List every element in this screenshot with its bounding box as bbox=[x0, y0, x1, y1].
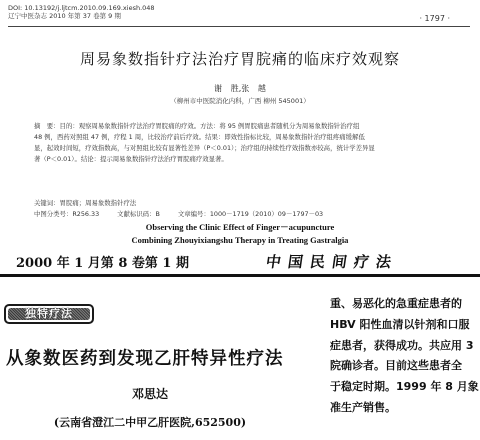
issue-banner bbox=[0, 246, 480, 290]
article-number: 文章编号：1000－1719（2010）09－1797－03 bbox=[177, 210, 324, 218]
issue-date: 2000 年 1 月第 8 卷第 1 期 bbox=[16, 256, 189, 271]
abstract-line: 摘 要：目的：观察周易象数指针疗法治疗胃脘痛的疗效。方法：将 95 例胃脘痛患者随机分为周易象数指针治疗组 bbox=[34, 122, 360, 130]
article-affiliation: （柳州市中医院消化内科，广西 柳州 545001） bbox=[170, 97, 310, 105]
en-title-line: Combining Zhouyixiangshu Therapy in Treating Gastralgia bbox=[131, 235, 349, 245]
body-line: 准生产销售。 bbox=[330, 400, 396, 414]
author-part: 越 bbox=[257, 84, 266, 93]
body-text-column bbox=[330, 294, 480, 440]
column-tag bbox=[4, 304, 94, 324]
doc-code: 文献标识码：B bbox=[117, 210, 160, 218]
journal-header bbox=[8, 4, 155, 20]
article-title-en bbox=[0, 221, 480, 247]
article-abstract bbox=[34, 121, 454, 165]
newspaper-masthead: 中国民间疗法 bbox=[264, 253, 400, 271]
page-number: · 1797 · bbox=[419, 14, 450, 23]
keywords: 关键词：胃脘痛；周易象数指针疗法 bbox=[34, 199, 137, 207]
body-line: 于稳定时期。1999 年 8 月象 bbox=[330, 380, 479, 394]
body-line: 重、易恶化的急重症患者的 bbox=[330, 297, 462, 310]
abstract-line: 显，起效时间短，疗效指数高，与对照组比较有显著性差异（P＜0.01）；治疗组的持续性疗效指数亦较高，统计学差异显 bbox=[34, 144, 375, 152]
header-divider bbox=[8, 26, 470, 27]
body-line: 院确诊者。目前这些患者全 bbox=[330, 359, 462, 373]
abstract-line: 48 例，西药对照组 47 例，疗程 1 周，比较治疗前后疗效。结果：即效性指标比较，周易象数指针治疗组疼痛缓解低 bbox=[34, 133, 365, 141]
column-tag-label: 独特疗法 bbox=[25, 307, 73, 320]
article-title-cn: 周易象数指针疗法治疗胃脘痛的临床疗效观察 bbox=[79, 50, 400, 68]
news-article-affiliation: (云南省澄江二中甲乙肝医院,652500) bbox=[53, 416, 247, 429]
body-line: HBV 阳性血清以针剂和口服 bbox=[330, 317, 470, 331]
clc-number: 中图分类号：R256.33 bbox=[34, 210, 100, 218]
banner-divider bbox=[0, 274, 480, 277]
author-part: 谢 bbox=[214, 84, 223, 93]
article-metadata bbox=[34, 198, 454, 220]
author-part: 胜,张 bbox=[230, 84, 250, 93]
abstract-line: 著（P＜0.01）。结论：提示周易象数指针疗法治疗胃脘痛疗效显著。 bbox=[34, 155, 228, 163]
journal-issue-text: 辽宁中医杂志 2010 年第 37 卷第 9 期 bbox=[8, 12, 121, 20]
doi-text: DOI: 10.13192/j.ljtcm.2010.09.169.xiesh.048 bbox=[8, 4, 155, 12]
en-title-line: Observing the Clinic Effect of Finger－acupuncture bbox=[145, 222, 335, 232]
classification-line bbox=[34, 209, 454, 220]
article-authors bbox=[0, 83, 480, 94]
body-line: 症患者，获得成功。共应用 3 bbox=[330, 338, 474, 352]
news-article-title: 从象数医药到发现乙肝特异性疗法 bbox=[6, 349, 284, 369]
news-article-author: 邓思达 bbox=[131, 387, 168, 401]
